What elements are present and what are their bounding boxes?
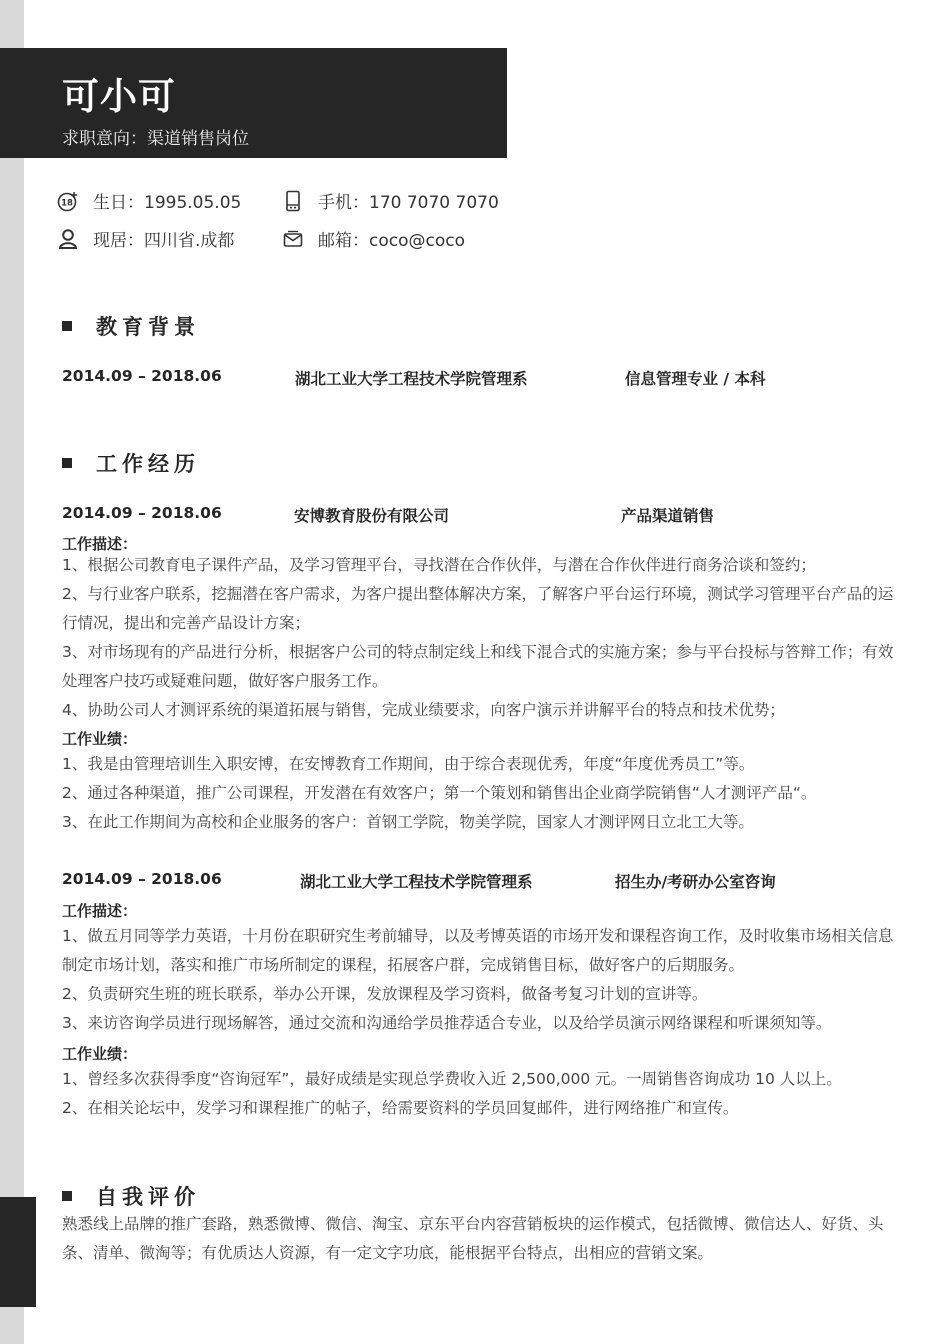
job1-desc-text: 1、根据公司教育电子课件产品，及学习管理平台，寻找潜在合作伙伴，与潜在合作伙伴进行商务洽谈和签约； 2、与行业客户联系，挖掘潜在客户需求，为客户提出整体解决方案，了解客户平台运行环境，测试学习管理平台产品的运行情况，提出和完善产品设计方案； 3、对市场现有的产品进行分析，根据客户公司的特点制定线上和线下混合式的实施方案；参与平台投标与答辩工作；有效处理客户技巧或疑难问题，做好客户服务工作。 4、协助公司人才测评系统的渠道拓展与销售，完成业绩要求，向客户演示并讲解平台的特点和技术优势； — [62, 556, 894, 719]
mail-icon — [282, 228, 304, 250]
self-eval-heading — [62, 1181, 200, 1211]
person-location-icon — [57, 228, 79, 250]
education-date: 2014.09 – 2018.06 — [62, 367, 222, 385]
job1-perf-text: 1、我是由管理培训生入职安博，在安博教育工作期间，由于综合表现优秀，年度“年度优秀员工”等。 2、通过各种渠道，推广公司课程，开发潜在有效客户；第一个策划和销售出企业商学院销售“人才测评产品“。 3、在此工作期间为高校和企业服务的客户：首钢工学院，物美学院，国家人才测评网日立北工大等。 — [62, 755, 817, 831]
info-location — [57, 226, 234, 251]
section-square-icon — [62, 458, 72, 468]
education-heading — [62, 311, 200, 341]
job1-position: 产品渠道销售 — [621, 507, 715, 525]
info-phone — [282, 188, 499, 213]
section-square-icon — [62, 321, 72, 331]
age-18-icon — [57, 190, 79, 212]
svg-text:18: 18 — [61, 198, 73, 208]
location-text: 现居：四川省.成都 — [93, 231, 235, 251]
self-eval-text: 熟悉线上品牌的推广套路，熟悉微博、微信、淘宝、京东平台内容营销板块的运作模式，包括微博、微信达人、好货、头条、清单、微淘等；有优质达人资源，有一定文字功底，能根据平台特点，出相应的营销文案。 — [62, 1215, 884, 1262]
job2-perf-label: 工作业绩： — [62, 1045, 138, 1063]
education-major: 信息管理专业 / 本科 — [625, 370, 766, 388]
candidate-name: 可小可 — [62, 75, 176, 118]
header-banner — [0, 48, 507, 158]
email-text: 邮箱：coco@coco — [318, 231, 465, 251]
work-heading — [62, 448, 200, 478]
job2-date: 2014.09 – 2018.06 — [62, 870, 222, 888]
job-intent: 求职意向：渠道销售岗位 — [62, 129, 249, 149]
work-title: 工作经历 — [96, 452, 200, 476]
job2-desc-text: 1、做五月同等学力英语，十月份在职研究生考前辅导，以及考博英语的市场开发和课程咨询工作，及时收集市场相关信息制定市场计划，落实和推广市场所制定的课程，拓展客户群，完成销售目标，做好客户的后期服务。 2、负责研究生班的班长联系，举办公开课，发放课程及学习资料，做备考复习计划的宣讲等。 3、来访咨询学员进行现场解答，通过交流和沟通给学员推荐适合专业，以及给学员演示网络课程和听课须知等。 — [62, 927, 894, 1032]
info-email — [282, 226, 465, 251]
job1-date: 2014.09 – 2018.06 — [62, 504, 222, 522]
phone-text: 手机：170 7070 7070 — [318, 193, 499, 213]
job2-desc-label: 工作描述： — [62, 902, 138, 920]
phone-icon — [282, 190, 304, 212]
info-birthday — [57, 188, 241, 213]
section-square-icon — [62, 1191, 72, 1201]
job1-company: 安博教育股份有限公司 — [294, 507, 450, 525]
education-title: 教育背景 — [96, 315, 200, 339]
left-decor-bar — [0, 0, 24, 1344]
job2-company: 湖北工业大学工程技术学院管理系 — [300, 873, 533, 891]
birthday-text: 生日：1995.05.05 — [93, 193, 242, 213]
job1-perf-label: 工作业绩： — [62, 730, 138, 748]
education-school: 湖北工业大学工程技术学院管理系 — [295, 370, 528, 388]
left-decor-block — [0, 1197, 36, 1307]
job2-perf-text: 1、曾经多次获得季度“咨询冠军”，最好成绩是实现总学费收入近 2,500,000 元。一周销售咨询成功 10 人以上。 2、在相关论坛中，发学习和课程推广的帖子，给需要资料的学员回复邮件，进行网络推广和宣传。 — [62, 1070, 842, 1117]
job1-desc-label: 工作描述： — [62, 535, 138, 553]
self-eval-title: 自我评价 — [96, 1185, 200, 1209]
job2-position: 招生办/考研办公室咨询 — [615, 873, 776, 891]
